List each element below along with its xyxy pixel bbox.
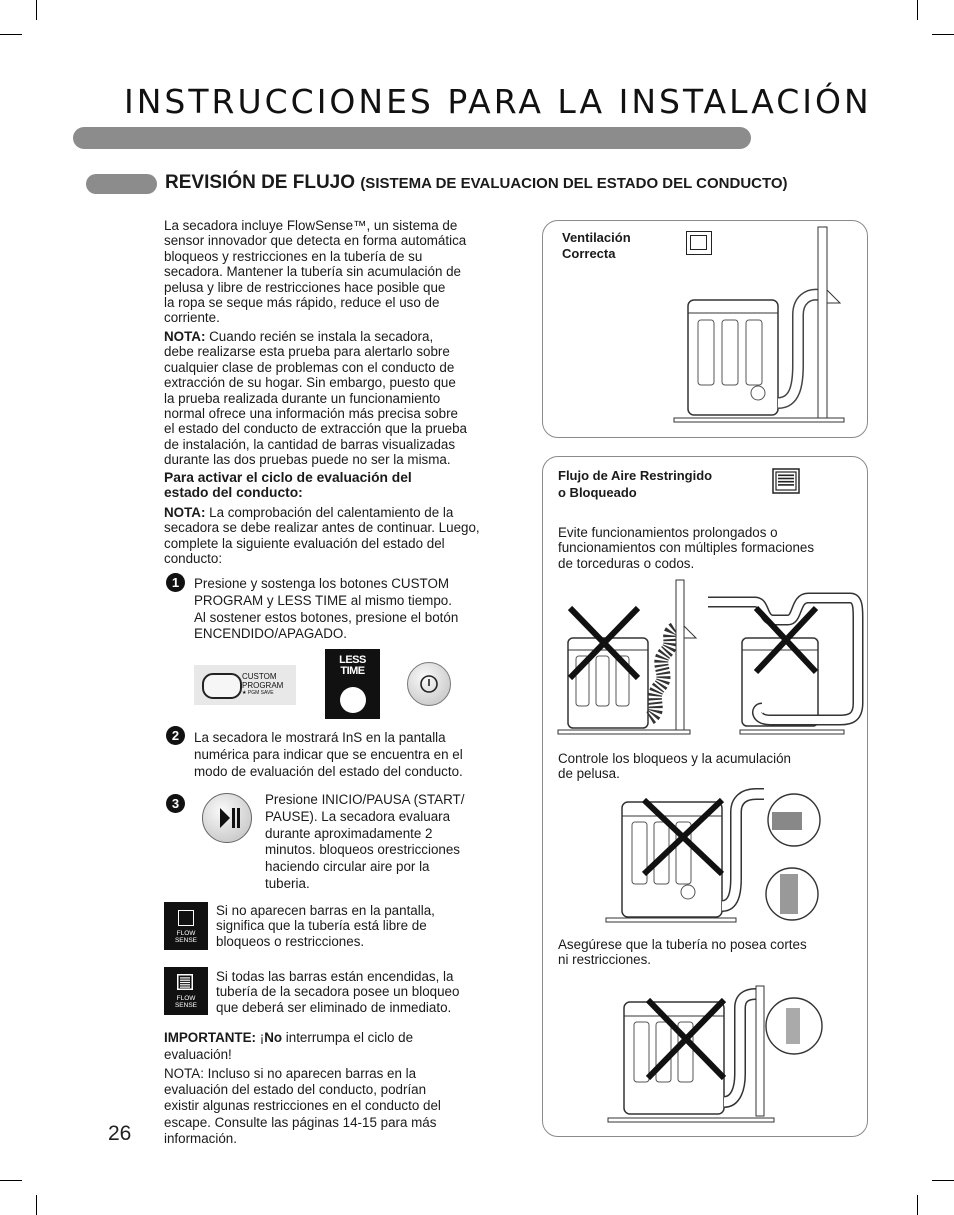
text-line: corriente.: [164, 310, 220, 326]
text-line: debe realizarse esta prueba para alertarlo sobre: [164, 344, 450, 360]
text-line: ENCENDIDO/APAGADO.: [194, 626, 348, 642]
start-pause-button[interactable]: [202, 793, 252, 843]
final-nota: [164, 1066, 499, 1147]
custom-label: [242, 672, 283, 697]
button-circle-icon: [340, 687, 366, 713]
text-line: existir algunas restricciones en el conducto del: [164, 1098, 441, 1114]
all-bars-text: [216, 969, 501, 1015]
text-line: Flujo de Aire Restringido: [558, 468, 713, 483]
step-3-text: [265, 792, 495, 893]
dryer-lint-blockage-illustration: [604, 782, 824, 932]
panel2-title: [558, 467, 712, 501]
text-line: La secadora le mostrará InS en la pantalla: [194, 730, 446, 745]
nota-label: NOTA:: [164, 505, 206, 520]
panel1-title: [562, 230, 631, 262]
text-line: PAUSE). La secadora evaluara: [265, 808, 451, 824]
text-line: PROGRAM y LESS TIME al mismo tiempo.: [194, 592, 452, 608]
label-line: SENSE: [174, 937, 198, 944]
text-line: Presione y sostenga los botones CUSTOM: [194, 576, 450, 591]
text-line: el estado del conducto de extracción que la prueba: [164, 421, 467, 437]
label-line: LESS: [339, 654, 366, 666]
importante-note: [164, 1029, 499, 1063]
text-line: estado del conducto:: [164, 485, 303, 501]
flowsense-label: [164, 995, 208, 1009]
title-bar: [73, 127, 751, 149]
text-line: Evite funcionamientos prolongados o: [558, 525, 778, 540]
label-line: CUSTOM: [242, 672, 277, 681]
text-fragment: ¡: [256, 1030, 265, 1045]
text-line: haciendo circular aire por la: [265, 859, 430, 875]
text-line: Al sostener estos botones, presione el botón: [194, 609, 459, 625]
play-pause-icon: [203, 794, 251, 842]
label-line: PROGRAM: [242, 681, 284, 690]
text-line: modo de evaluación del estado del conducto.: [194, 763, 463, 779]
less-time-button[interactable]: [325, 649, 380, 719]
text-line: ni restricciones.: [558, 952, 652, 968]
full-bar-indicator-icon: [772, 468, 800, 494]
text-line: escape. Consulte las páginas 14-15 para más: [164, 1114, 437, 1130]
label-line: SENSE: [174, 1002, 198, 1009]
text-line: que deberá ser eliminado de inmediato.: [216, 999, 452, 1015]
text-line: [164, 329, 499, 344]
text-line: Controle los bloqueos y la acumulación: [558, 751, 791, 766]
crop-mark: [36, 0, 37, 20]
crop-mark: [0, 34, 22, 35]
text-line: Presione INICIO/PAUSA (START/: [265, 792, 465, 807]
section-heading-sub: (SISTEMA DE EVALUACION DEL ESTADO DEL CONDUCTO): [360, 175, 788, 192]
importante-label: IMPORTANTE:: [164, 1030, 256, 1045]
button-pill-icon: [202, 673, 242, 699]
text-fragment: Cuando recién se instala la secadora,: [205, 329, 434, 344]
text-line: tuberia.: [265, 875, 310, 891]
step-1-text: [194, 576, 494, 643]
text-line: secadora. Mantener la tubería sin acumulación de: [164, 264, 462, 280]
activate-heading: [164, 470, 499, 501]
text-line: extracción de su hogar. Sin embargo, puesto que: [164, 375, 456, 391]
less-time-label: [325, 655, 380, 677]
text-line: significa que la tubería está libre de: [216, 918, 427, 934]
step-number: 3: [166, 794, 185, 813]
dryer-long-duct-illustration: [700, 578, 870, 738]
text-line: Ventilación: [562, 230, 631, 245]
text-line: evaluación del estado del conducto, podrían: [164, 1082, 427, 1098]
text-line: [164, 505, 499, 520]
text-line: durante las dos pruebas puede no ser la misma.: [164, 452, 451, 468]
text-line: la prueba realizada durante un funcionamiento: [164, 390, 441, 406]
nota-calentamiento: [164, 505, 499, 567]
crop-mark: [0, 1180, 22, 1181]
text-line: complete la siguiente evaluación del estado del: [164, 535, 445, 551]
text-line: Correcta: [562, 246, 616, 261]
flowsense-empty-icon: [164, 902, 208, 950]
text-line: normal ofrece una información más precisa sobre: [164, 406, 458, 422]
section-heading: [165, 172, 788, 194]
text-line: conducto:: [164, 551, 223, 567]
text-line: NOTA: Incluso si no aparecen barras en la: [164, 1066, 417, 1081]
page-title: INSTRUCCIONES PARA LA INSTALACIÓN: [124, 82, 872, 121]
no-bars-text: [216, 903, 496, 949]
text-line: bloqueos o restricciones.: [216, 933, 365, 949]
text-fragment: interrumpa el ciclo de: [282, 1030, 414, 1045]
text-fragment: No: [264, 1030, 283, 1045]
page-number: 26: [108, 1122, 132, 1145]
text-line: Para activar el ciclo de evaluación del: [164, 470, 412, 485]
dryer-correct-illustration: [670, 225, 870, 425]
step-number: 1: [166, 573, 185, 592]
text-line: secadora se debe realizar antes de continuar. Luego,: [164, 520, 480, 536]
panel2-text-2: [558, 751, 858, 782]
text-fragment: La comprobación del calentamiento de la: [205, 505, 454, 520]
panel2-text-1: [558, 525, 858, 571]
text-line: o Bloqueado: [558, 485, 637, 500]
empty-square-icon: [178, 910, 194, 926]
section-pill: [86, 174, 157, 194]
text-line: [164, 1029, 499, 1046]
power-button[interactable]: [407, 662, 451, 706]
label-line: ★ PGM SAVE: [242, 690, 274, 696]
text-line: durante aproximadamente 2: [265, 825, 433, 841]
crop-mark: [932, 1180, 954, 1181]
text-line: Asegúrese que la tubería no posea cortes: [558, 937, 807, 952]
section-heading-main: REVISIÓN DE FLUJO: [165, 172, 356, 193]
step-number: 2: [166, 726, 185, 745]
text-line: bloqueos y restricciones en la tubería de su: [164, 248, 423, 264]
text-line: de torceduras o codos.: [558, 555, 695, 571]
crop-mark: [36, 1195, 37, 1215]
text-line: cualquier clase de problemas con el conducto de: [164, 359, 455, 375]
crop-mark: [917, 0, 918, 20]
text-line: evaluación!: [164, 1047, 232, 1062]
label-line: TIME: [340, 665, 365, 677]
text-line: de instalación, la cantidad de barras visualizadas: [164, 436, 456, 452]
text-line: minutos. bloqueos orestricciones: [265, 842, 461, 858]
label-line: FLOW: [176, 995, 196, 1002]
text-line: numérica para indicar que se encuentra en el: [194, 746, 463, 762]
text-line: Si no aparecen barras en la pantalla,: [216, 903, 435, 918]
text-line: La secadora incluye FlowSense™, un sistema de: [164, 218, 458, 233]
text-line: sensor innovador que detecta en forma automática: [164, 233, 467, 249]
text-line: funcionamientos con múltiples formaciones: [558, 540, 815, 556]
bars-square-icon: [177, 974, 193, 990]
nota-install: [164, 329, 499, 468]
text-line: información.: [164, 1130, 237, 1146]
text-line: la ropa se seque más rápido, reduce el uso de: [164, 295, 440, 311]
crop-mark: [917, 1195, 918, 1215]
crop-mark: [932, 34, 954, 35]
custom-program-button[interactable]: [194, 665, 296, 705]
intro-paragraph: [164, 218, 499, 326]
step-2-text: [194, 730, 494, 780]
dryer-crushed-duct-illustration: [606, 984, 826, 1129]
text-line: de pelusa.: [558, 766, 620, 782]
flowsense-label: [164, 930, 208, 944]
power-icon: [408, 663, 450, 705]
nota-label: NOTA:: [164, 329, 206, 344]
label-line: FLOW: [176, 930, 196, 937]
dryer-kinked-duct-illustration: [558, 578, 698, 738]
text-line: tubería de la secadora posee un bloqueo: [216, 984, 460, 1000]
text-line: pelusa y libre de restricciones hace posible que: [164, 279, 446, 295]
panel2-text-3: [558, 937, 858, 968]
text-line: Si todas las barras están encendidas, la: [216, 969, 454, 984]
flowsense-full-icon: [164, 967, 208, 1015]
